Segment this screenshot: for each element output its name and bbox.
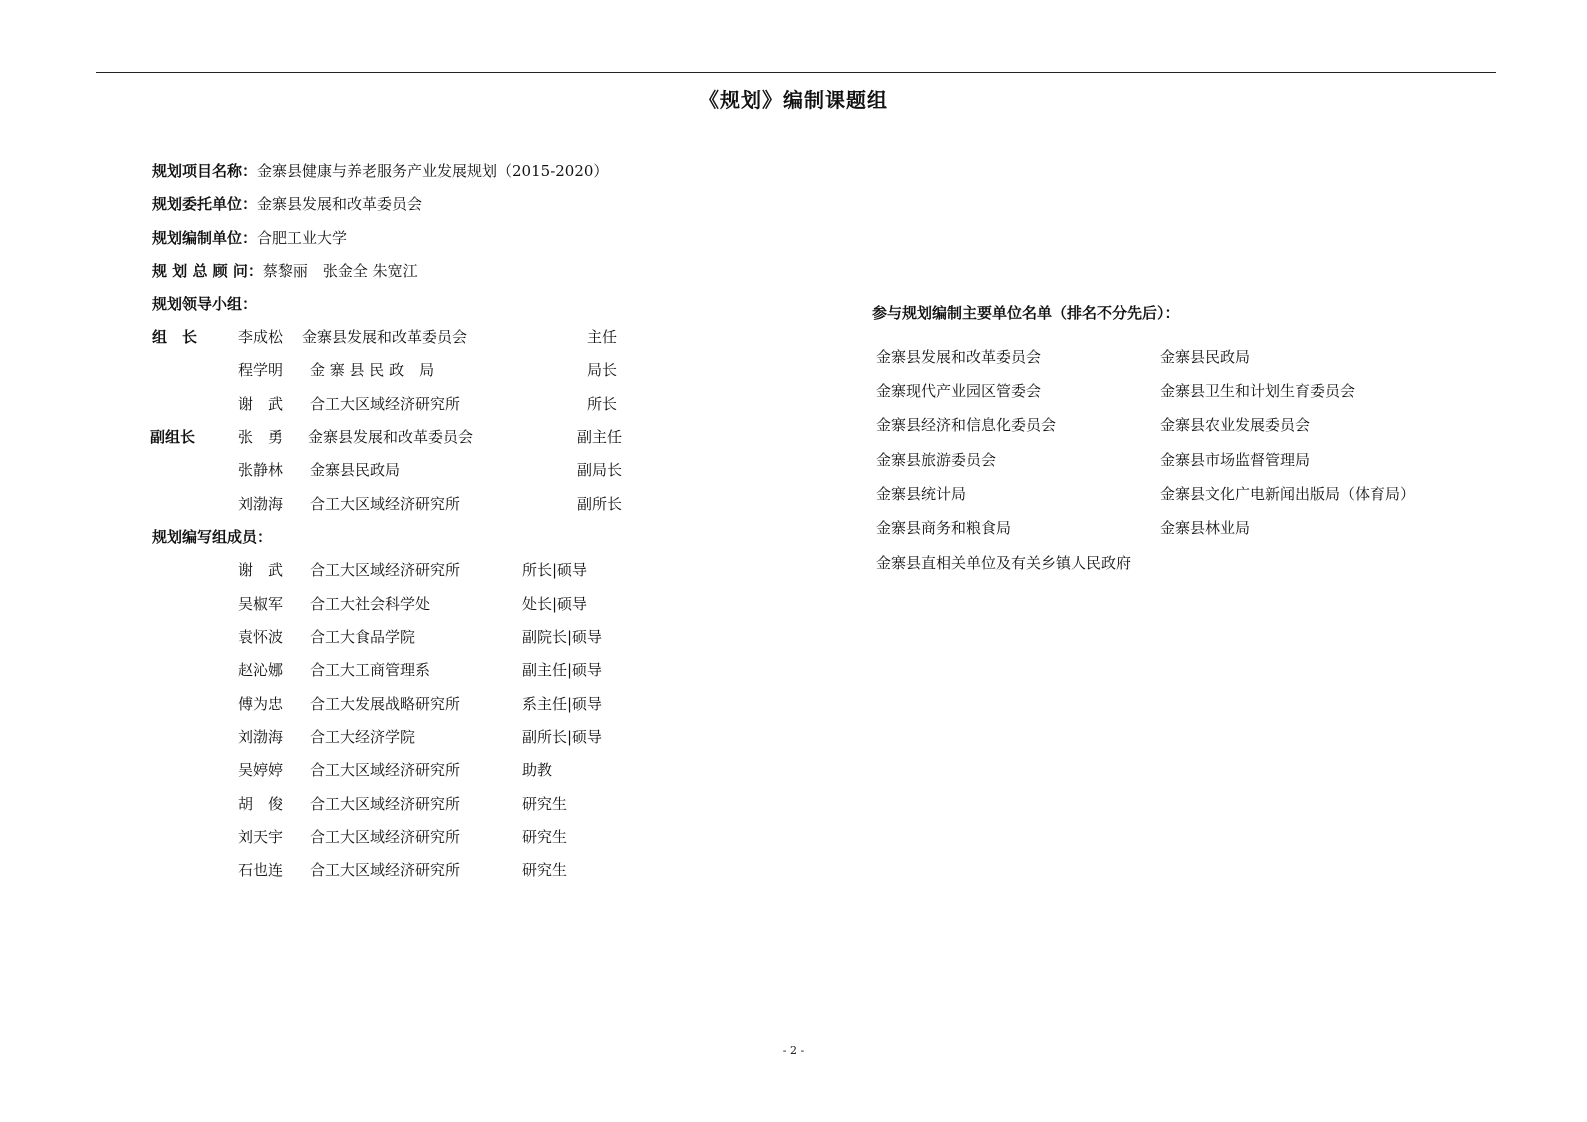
participant-unit: 金寨县市场监督管理局 [1160, 451, 1311, 469]
header-rule [96, 72, 1496, 73]
member-name: 谢 武 [238, 395, 284, 413]
participant-unit: 金寨县农业发展委员会 [1160, 416, 1311, 434]
member-title: 助教 [522, 761, 553, 779]
participant-unit: 金寨县文化广电新闻出版局（体育局） [1160, 485, 1416, 503]
participant-unit: 金寨现代产业园区管委会 [876, 382, 1042, 400]
member-title: 所长 [587, 395, 618, 413]
page-number: - 2 - [782, 1044, 805, 1057]
info-row [152, 261, 418, 281]
member-title: 副主任|硕导 [522, 661, 603, 679]
member-name: 袁怀波 [238, 628, 284, 646]
member-title: 所长|硕导 [522, 561, 588, 579]
member-name: 石也连 [238, 861, 284, 879]
member-title: 副院长|硕导 [522, 628, 603, 646]
member-unit: 金寨县发展和改革委员会 [302, 328, 468, 346]
member-title: 系主任|硕导 [522, 695, 603, 713]
member-title: 副局长 [577, 461, 623, 479]
member-unit: 金寨县发展和改革委员会 [308, 428, 474, 446]
member-unit: 合工大区域经济研究所 [310, 795, 461, 813]
member-title: 研究生 [522, 861, 568, 879]
info-label: 规划编制单位： [152, 229, 258, 247]
participant-unit: 金寨县发展和改革委员会 [876, 348, 1042, 366]
participant-unit: 金寨县民政局 [1160, 348, 1251, 366]
info-value: 金寨县健康与养老服务产业发展规划（2015-2020） [257, 162, 609, 180]
info-row [152, 194, 422, 214]
member-title: 主任 [587, 328, 618, 346]
role-label: 副组长 [150, 428, 196, 446]
member-name: 谢 武 [238, 561, 284, 579]
writers-heading: 规划编写组成员： [152, 528, 273, 546]
member-title: 局长 [587, 361, 618, 379]
participants-heading: 参与规划编制主要单位名单（排名不分先后）： [872, 304, 1180, 322]
member-unit: 合工大经济学院 [310, 728, 416, 746]
member-name: 张静林 [238, 461, 284, 479]
member-title: 研究生 [522, 828, 568, 846]
info-value: 合肥工业大学 [257, 229, 348, 247]
info-row [152, 228, 347, 248]
member-name: 程学明 [238, 361, 284, 379]
participant-unit: 金寨县统计局 [876, 485, 967, 503]
member-name: 刘渤海 [238, 495, 284, 513]
member-unit: 金寨县民政局 [310, 461, 401, 479]
member-name: 李成松 [238, 328, 284, 346]
member-unit: 合工大工商管理系 [310, 661, 431, 679]
member-name: 吴椒军 [238, 595, 284, 613]
role-label: 组 长 [152, 328, 198, 346]
info-value: 金寨县发展和改革委员会 [257, 195, 423, 213]
member-unit: 合工大区域经济研究所 [310, 861, 461, 879]
participant-unit: 金寨县经济和信息化委员会 [876, 416, 1057, 434]
member-name: 吴婷婷 [238, 761, 284, 779]
member-unit: 合工大区域经济研究所 [310, 495, 461, 513]
member-name: 刘天宇 [238, 828, 284, 846]
leadership-heading: 规划领导小组： [152, 295, 258, 313]
member-title: 副主任 [577, 428, 623, 446]
participant-unit: 金寨县旅游委员会 [876, 451, 997, 469]
info-label: 规 划 总 顾 问： [152, 262, 263, 280]
member-unit: 合工大食品学院 [310, 628, 416, 646]
member-unit: 合工大发展战略研究所 [310, 695, 461, 713]
member-name: 傅为忠 [238, 695, 284, 713]
member-name: 胡 俊 [238, 795, 284, 813]
member-title: 副所长 [577, 495, 623, 513]
member-unit: 合工大区域经济研究所 [310, 828, 461, 846]
member-name: 赵沁娜 [238, 661, 284, 679]
participant-unit: 金寨县直相关单位及有关乡镇人民政府 [876, 554, 1132, 572]
participant-unit: 金寨县卫生和计划生育委员会 [1160, 382, 1356, 400]
member-name: 张 勇 [238, 428, 284, 446]
info-value: 蔡黎丽 张金全 朱宽江 [262, 262, 418, 280]
member-title: 处长|硕导 [522, 595, 588, 613]
member-unit: 金 寨 县 民 政 局 [310, 361, 435, 379]
member-unit: 合工大区域经济研究所 [310, 761, 461, 779]
info-label: 规划委托单位： [152, 195, 258, 213]
info-label: 规划项目名称： [152, 162, 258, 180]
page-title: 《规划》编制课题组 [699, 88, 888, 112]
participant-unit: 金寨县林业局 [1160, 519, 1251, 537]
member-title: 研究生 [522, 795, 568, 813]
member-name: 刘渤海 [238, 728, 284, 746]
info-row [152, 161, 608, 181]
participant-unit: 金寨县商务和粮食局 [876, 519, 1012, 537]
member-title: 副所长|硕导 [522, 728, 603, 746]
member-unit: 合工大区域经济研究所 [310, 561, 461, 579]
member-unit: 合工大区域经济研究所 [310, 395, 461, 413]
member-unit: 合工大社会科学处 [310, 595, 431, 613]
